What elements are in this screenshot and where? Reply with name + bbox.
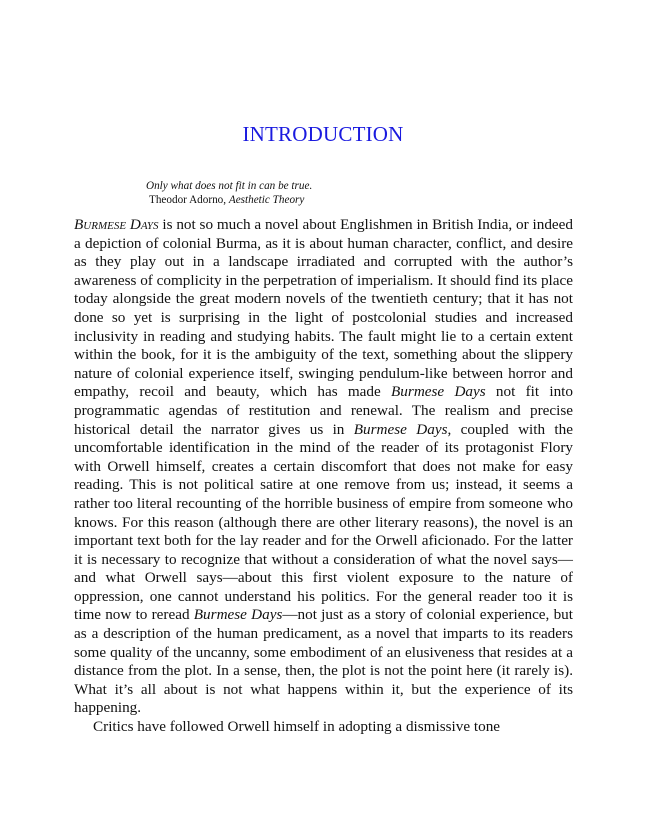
epigraph-author: Theodor Adorno,: [149, 194, 229, 206]
epigraph-attribution: [146, 193, 506, 207]
paragraph-text-run: —not just as a story of colonial experience, but as a description of the human predicament, as a novel that imparts to its readers some quality of the uncanny, some embodiment of an elusiveness that resides at a distance from the plot. In a sense, then, the plot is not the point here (it rarely is). What it’s all about is not what happens within it, but the experience of its happening.: [74, 606, 573, 717]
book-title-italic: Burmese Days: [193, 606, 283, 624]
paragraph-1: [74, 216, 573, 718]
book-title-smallcaps: Burmese Days: [74, 216, 159, 233]
book-title-italic: Burmese Days: [391, 383, 486, 401]
epigraph: [146, 179, 506, 207]
paragraph-text-run: is not so much a novel about Englishmen in British India, or indeed a depiction of colonial Burma, as it is about human character, conflict, and desire as they play out in a landscape irradiated and corrupted with the author’s awareness of complicity in the perpetration of imperialism. It should find its place today alongside the great modern novels of the twentieth century; that it has not done so yet is surprising in the light of postcolonial studies and increased inclusivity in reading and studying habits. The fault might lie to a certain extent within the book, for it is the ambiguity of the text, something about the slippery nature of colonial experience itself, swinging pendulum-like between horror and empathy, recoil and beauty, which has made: [74, 216, 573, 401]
paragraph-text-run: not fit into programmatic agendas of restitution and renewal. The realism and precise historical detail the narrator gives us in: [74, 383, 573, 438]
body-text: [74, 216, 573, 737]
paragraph-2: [74, 718, 573, 737]
epigraph-quote: Only what does not fit in can be true.: [146, 180, 313, 192]
chapter-title: INTRODUCTION: [242, 122, 404, 146]
book-title-italic: Burmese Days: [353, 420, 448, 438]
epigraph-work-title: Aesthetic Theory: [228, 194, 305, 206]
paragraph-text-run: , coupled with the uncomfortable identification in the mind of the reader of its protagonist Flory with Orwell himself, creates a certain discomfort that does not make for easy reading. This is not political satire at one remove from us; instead, it seems a rather too literal recounting of the horrible business of empire from someone who knows. For this reason (although there are other literary reasons), the novel is an important text both for the lay reader and for the Orwell aficionado. For the latter it is necessary to recognize that without a consideration of what the novel says—and what Orwell says—about this first violent exposure to the nature of oppression, one cannot understand his politics. For the general reader too it is time now to reread: [74, 420, 573, 624]
paragraph-text-run: Critics have followed Orwell himself in adopting a dismissive tone: [93, 718, 501, 736]
